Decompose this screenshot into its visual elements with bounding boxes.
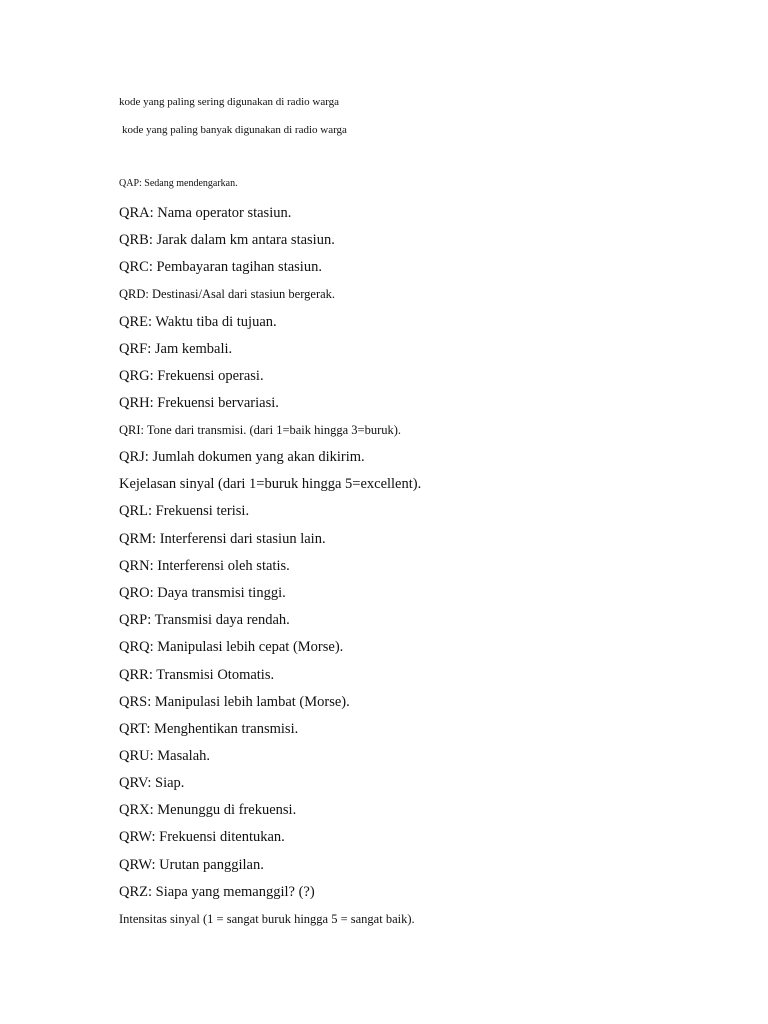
code-line: QRV: Siap.	[119, 775, 185, 791]
code-line: QRW: Frekuensi ditentukan.	[119, 829, 285, 845]
code-line: QRB: Jarak dalam km antara stasiun.	[119, 232, 335, 248]
code-line: Kejelasan sinyal (dari 1=buruk hingga 5=excellent).	[119, 476, 422, 492]
code-line: QRP: Transmisi daya rendah.	[119, 612, 290, 628]
code-line: QRC: Pembayaran tagihan stasiun.	[119, 259, 322, 275]
code-line: QRG: Frekuensi operasi.	[119, 368, 264, 384]
code-line: QRO: Daya transmisi tinggi.	[119, 585, 286, 601]
code-line: Intensitas sinyal (1 = sangat buruk hingga 5 = sangat baik).	[119, 912, 415, 926]
code-line: QRS: Manipulasi lebih lambat (Morse).	[119, 694, 350, 710]
code-line: QRA: Nama operator stasiun.	[119, 205, 292, 221]
code-line: QRJ: Jumlah dokumen yang akan dikirim.	[119, 449, 365, 465]
code-line: QRQ: Manipulasi lebih cepat (Morse).	[119, 639, 344, 655]
code-line: QRT: Menghentikan transmisi.	[119, 721, 299, 737]
document-title: kode yang paling sering digunakan di radio warga	[119, 96, 340, 108]
code-line: QRW: Urutan panggilan.	[119, 857, 264, 873]
code-line: QRN: Interferensi oleh statis.	[119, 558, 290, 574]
code-line: QRD: Destinasi/Asal dari stasiun bergerak.	[119, 287, 336, 301]
code-line: QRL: Frekuensi terisi.	[119, 503, 250, 519]
code-line: QRH: Frekuensi bervariasi.	[119, 395, 279, 411]
code-line: QRI: Tone dari transmisi. (dari 1=baik hingga 3=buruk).	[119, 423, 402, 437]
code-line: QRZ: Siapa yang memanggil? (?)	[119, 884, 315, 900]
code-line: QAP: Sedang mendengarkan.	[119, 178, 238, 189]
code-line: QRU: Masalah.	[119, 748, 211, 764]
code-line: QRE: Waktu tiba di tujuan.	[119, 314, 277, 330]
document-subtitle: kode yang paling banyak digunakan di radio warga	[122, 124, 347, 136]
code-line: QRX: Menunggu di frekuensi.	[119, 802, 297, 818]
code-line: QRR: Transmisi Otomatis.	[119, 667, 275, 683]
code-line: QRM: Interferensi dari stasiun lain.	[119, 531, 326, 547]
code-line: QRF: Jam kembali.	[119, 341, 233, 357]
